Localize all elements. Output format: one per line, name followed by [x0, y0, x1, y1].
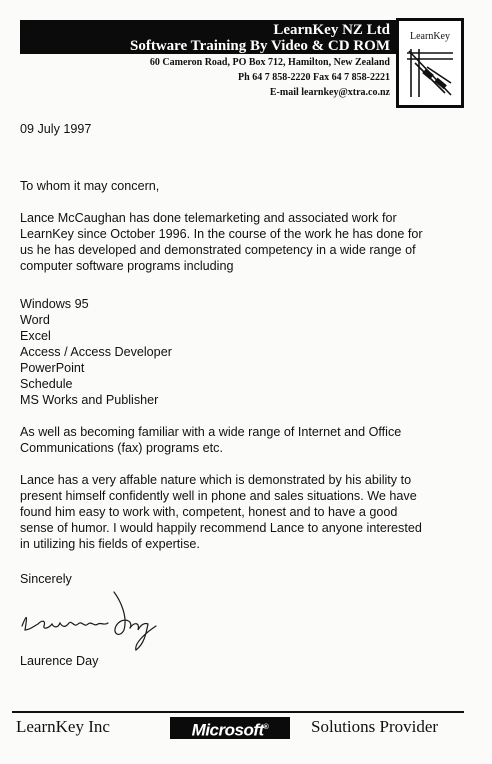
- footer-company: LearnKey Inc: [16, 717, 110, 736]
- list-item: Windows 95: [20, 297, 89, 311]
- microsoft-logo: [170, 717, 290, 739]
- company-phone-fax: Ph 64 7 858-2220 Fax 64 7 858-2221: [238, 72, 390, 83]
- letter-date: 09 July 1997: [20, 122, 92, 136]
- signer-name: Laurence Day: [20, 654, 99, 668]
- learnkey-logo: [396, 18, 464, 108]
- text-line: us he has developed and demonstrated competency in a wide range of: [20, 243, 416, 257]
- closing: Sincerely: [20, 572, 72, 586]
- text-line: in utilizing his fields of expertise.: [20, 537, 200, 551]
- text-line: LearnKey since October 1996. In the course of the work he has done for: [20, 227, 423, 241]
- list-item: Excel: [20, 329, 51, 343]
- key-logo-icon: [405, 47, 455, 99]
- footer-divider: [12, 711, 464, 713]
- text-line: sense of humor. I would happily recommend Lance to anyone interested: [20, 521, 422, 535]
- programs-list: [20, 296, 172, 408]
- list-item: Word: [20, 313, 50, 327]
- paragraph-intro: [20, 210, 423, 274]
- handwritten-signature: [16, 586, 166, 652]
- text-line: Communications (fax) programs etc.: [20, 441, 223, 455]
- footer-solutions-provider: Solutions Provider: [311, 717, 439, 736]
- company-name: LearnKey NZ Ltd: [273, 22, 390, 38]
- list-item: Access / Access Developer: [20, 345, 172, 359]
- text-line: As well as becoming familiar with a wide range of Internet and Office: [20, 425, 402, 439]
- paragraph-recommendation: [20, 472, 422, 552]
- text-line: found him easy to work with, competent, honest and to have a good: [20, 505, 398, 519]
- company-tagline: Software Training By Video & CD ROM: [129, 38, 390, 54]
- company-address: 60 Cameron Road, PO Box 712, Hamilton, New Zealand: [149, 57, 390, 68]
- text-line: computer software programs including: [20, 259, 234, 273]
- logo-wordmark: LearnKey: [410, 31, 450, 42]
- salutation: To whom it may concern,: [20, 179, 160, 193]
- list-item: Schedule: [20, 377, 73, 391]
- text-line: Lance has a very affable nature which is demonstrated by his ability to: [20, 473, 412, 487]
- text-line: present himself confidently well in phone and sales situations. We have: [20, 489, 417, 503]
- company-email: E-mail learnkey@xtra.co.nz: [269, 87, 390, 98]
- microsoft-wordmark: Microsoft: [191, 720, 264, 740]
- list-item: PowerPoint: [20, 361, 85, 375]
- registered-mark: ®: [263, 724, 269, 731]
- paragraph-familiarity: [20, 424, 401, 456]
- list-item: MS Works and Publisher: [20, 393, 159, 407]
- text-line: Lance McCaughan has done telemarketing and associated work for: [20, 211, 397, 225]
